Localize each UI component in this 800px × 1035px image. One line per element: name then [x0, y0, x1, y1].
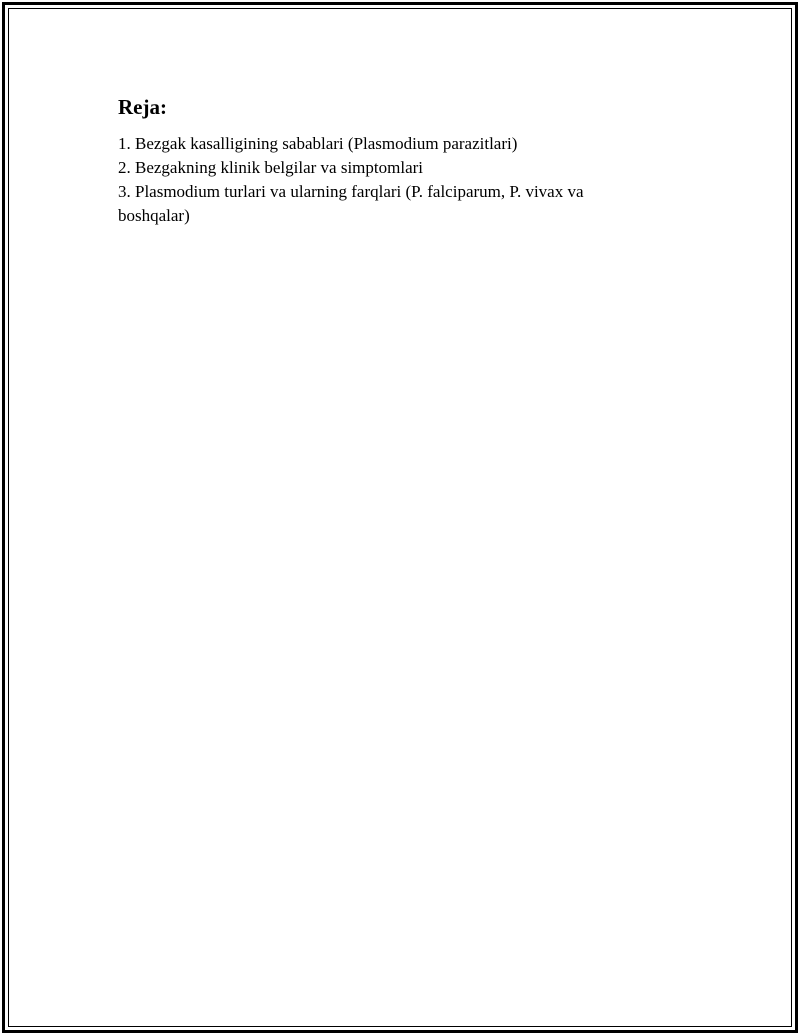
- plan-item-2: 2. Bezgakning klinik belgilar va simptomlari: [118, 158, 423, 177]
- page-content: [118, 94, 648, 228]
- plan-item-1: 1. Bezgak kasalligining sabablari (Plasmodium parazitlari): [118, 134, 518, 153]
- plan-heading: Reja:: [118, 95, 167, 119]
- plan-list: [118, 132, 648, 228]
- plan-item-3: 3. Plasmodium turlari va ularning farqlari (P. falciparum, P. vivax va boshqalar): [118, 182, 584, 225]
